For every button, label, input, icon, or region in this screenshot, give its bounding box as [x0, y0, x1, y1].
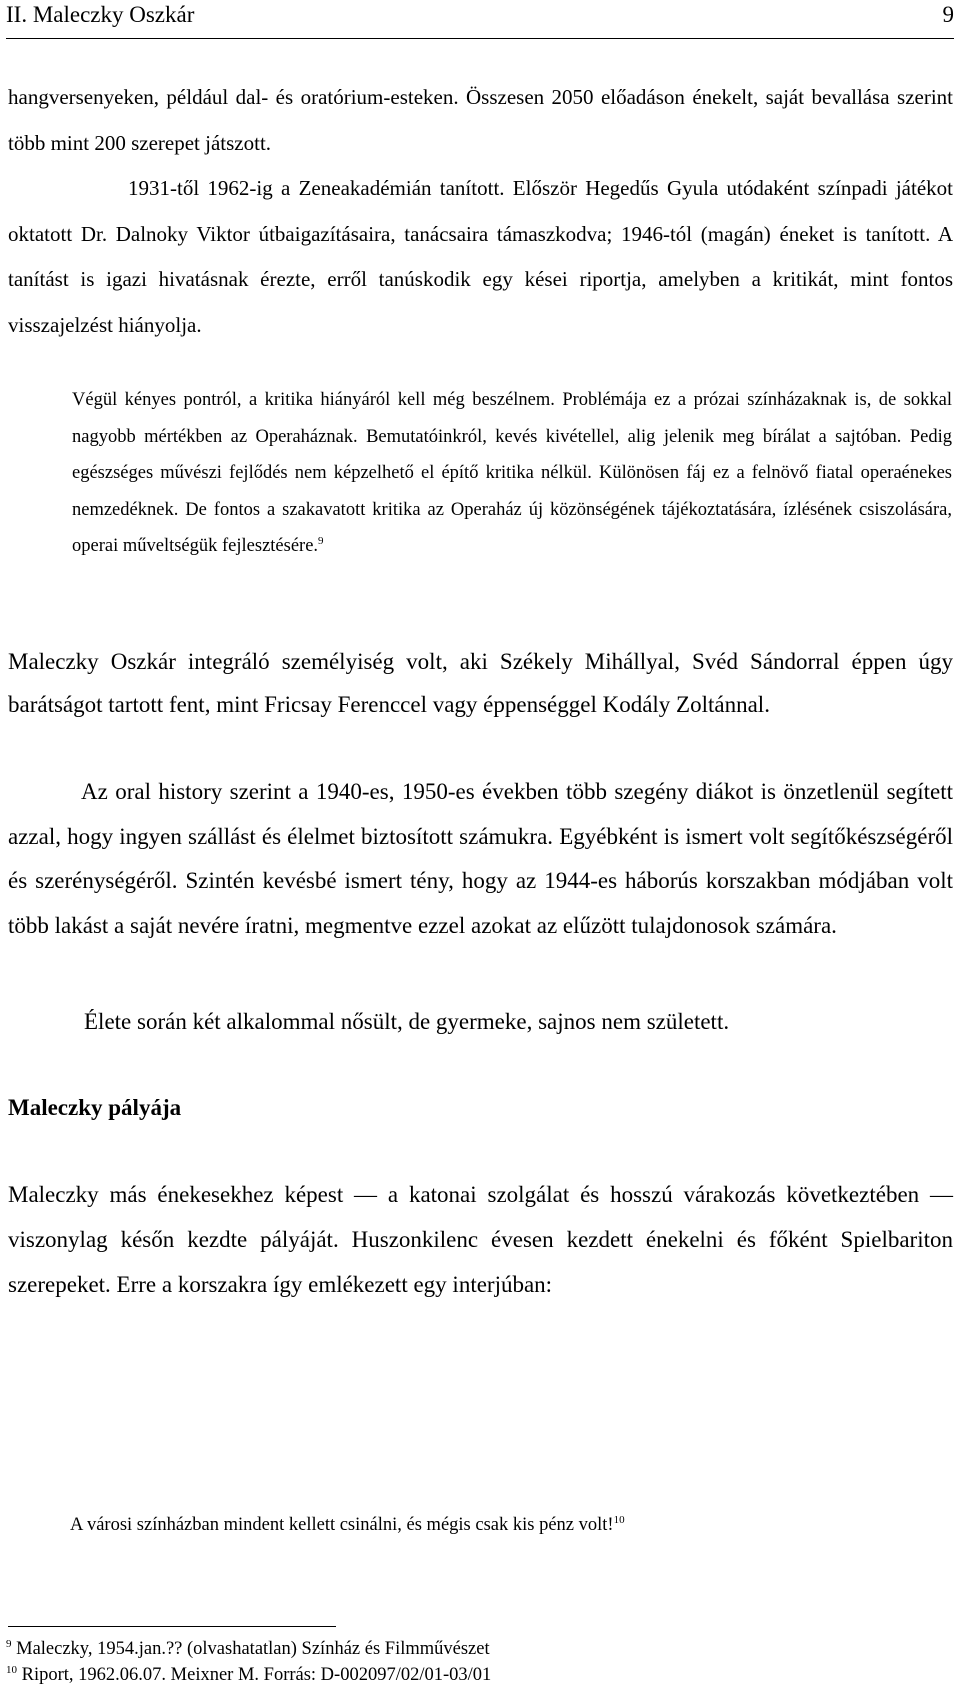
- footnote-number: 9: [6, 1637, 12, 1650]
- footnote: [6, 1636, 946, 1662]
- footnote-number: 10: [6, 1663, 17, 1676]
- paragraph-text: 1931-től 1962-ig a Zeneakadémián tanított. Először Hegedűs Gyula utódaként színpadi játékot oktatott Dr. Dalnoky Viktor útbaigazításaira, tanácsaira támaszkodva; 1946-tól (magán) éneket is tanított. A tanítást is igazi hivatásnak érezte, erről tanúskodik egy kései riportja, amelyben a kritikát, mint fontos visszajelzést hiányolja.: [8, 176, 953, 337]
- quote-text: Végül kényes pontról, a kritika hiányáról kell még beszélnem. Problémája ez a prózai színházaknak is, de sokkal nagyobb mértékben az Operaháznak. Bemutatóinkról, kevés kivétellel, alig jelenik meg bírálat a sajtóban. Pedig egészséges művészi fejlődés nem képzelhető el építő kritika nélkül. Különösen fáj ez a felnövő fiatal operaénekes nemzedéknek. De fontos a szakavatott kritika az Operaház új közönségének tájékoztatására, ízlésének csiszolására, operai műveltségük fejlesztésére.: [72, 390, 952, 556]
- chapter-title: II. Maleczky Oszkár: [6, 2, 195, 27]
- paragraph-text: hangversenyeken, például dal- és oratórium-esteken. Összesen 2050 előadáson énekelt, saját bevallása szerint több mint 200 szerepet játszott.: [8, 85, 953, 155]
- page-header: [6, 0, 954, 39]
- footnote-text: Maleczky, 1954.jan.?? (olvashatatlan) Színház és Filmművészet: [16, 1639, 490, 1659]
- page-number: 9: [942, 2, 954, 27]
- paragraph: [8, 770, 953, 948]
- footnote-reference: 10: [613, 1513, 625, 1526]
- paragraph-intro: [8, 75, 953, 348]
- block-quote: [72, 382, 952, 565]
- paragraph-text: Az oral history szerint a 1940-es, 1950-es években több szegény diákot is önzetlenül segített azzal, hogy ingyen szállást és élelmet biztosított számukra. Egyébként is ismert volt segítőkészségéről és szerénységéről. Szintén kevésbé ismert tény, hogy az 1944-es háborús korszakban módjában volt több lakást a saját nevére íratni, megmentve ezzel azokat az elűzött tulajdonosok számára.: [8, 779, 953, 938]
- paragraph: Maleczky Oszkár integráló személyiség volt, aki Székely Mihállyal, Svéd Sándorral éppen úgy barátságot tartott fent, mint Fricsay Ferenccel vagy éppenséggel Kodály Zoltánnal.: [8, 649, 953, 717]
- section-heading: Maleczky pályája: [8, 1095, 182, 1120]
- footnote: [6, 1662, 946, 1688]
- footnote-separator: [8, 1626, 336, 1627]
- block-quote: [70, 1510, 625, 1540]
- paragraph: Maleczky más énekesekhez képest ― a katonai szolgálat és hosszú várakozás következtében ― viszonylag későn kezdte pályáját. Huszonkilenc évesen kezdett énekelni és főként Spielbariton szerepeket. Erre a korszakra így emlékezett egy interjúban:: [8, 1182, 953, 1297]
- footnotes: [6, 1636, 946, 1688]
- paragraph: Élete során két alkalommal nősült, de gyermeke, sajnos nem született.: [84, 1009, 730, 1034]
- footnote-reference: 9: [318, 534, 324, 547]
- quote-text: A városi színházban mindent kellett csinálni, és mégis csak kis pénz volt!: [70, 1515, 614, 1535]
- footnote-text: Riport, 1962.06.07. Meixner M. Forrás: D-002097/02/01-03/01: [21, 1665, 492, 1685]
